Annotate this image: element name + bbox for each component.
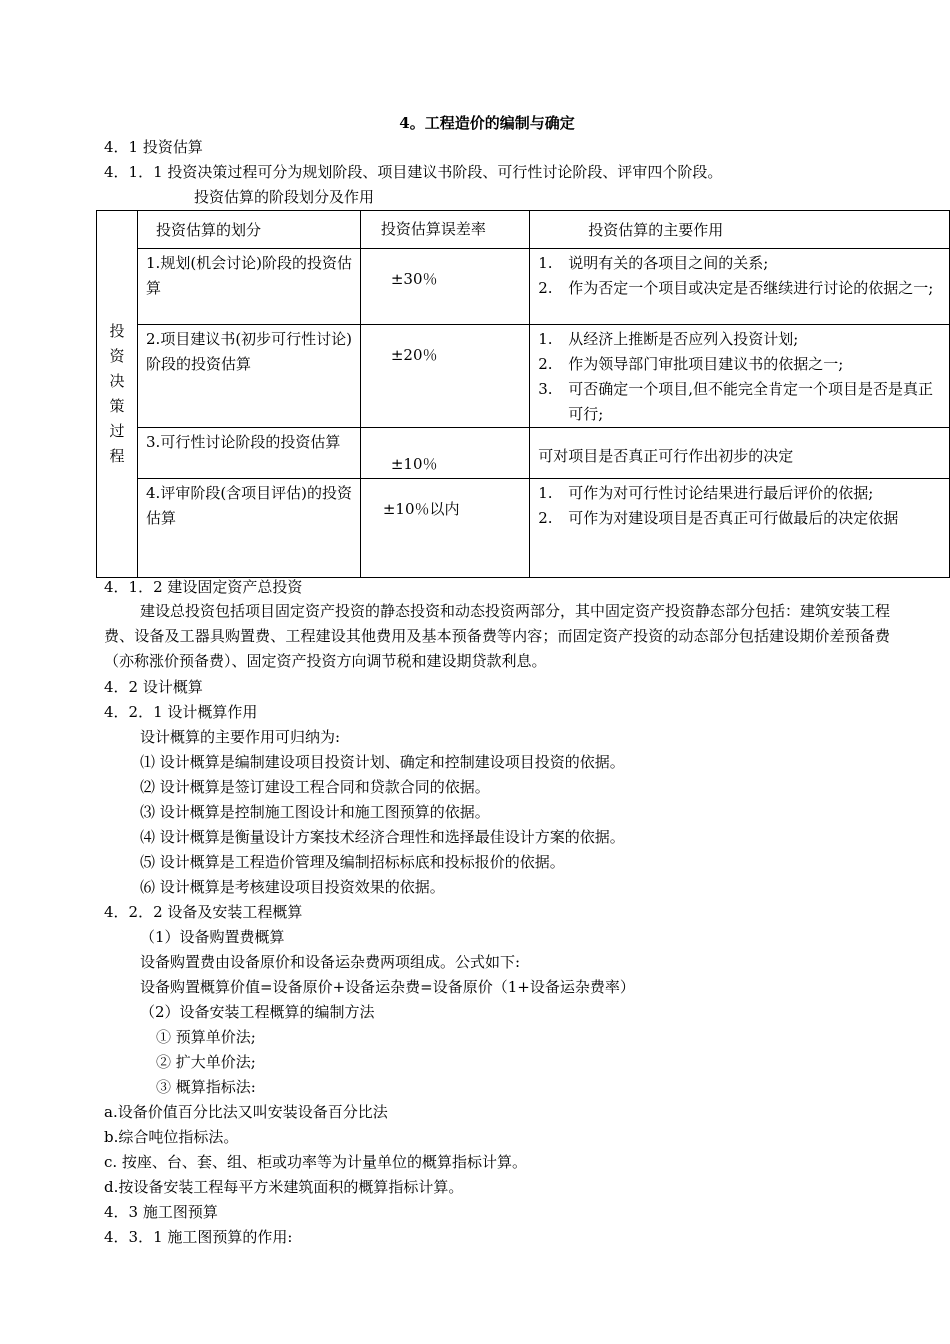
list-item <box>538 506 943 531</box>
rate-value: ±10％以内 <box>382 500 460 518</box>
subheading-1: （1）设备购置费概算 <box>140 928 285 946</box>
list-item: d.按设备安装工程每平方米建筑面积的概算指标计算。 <box>104 1178 464 1196</box>
uses-cell: 可对项目是否真正可行作出初步的决定 <box>530 428 950 479</box>
item-number: 1. <box>538 484 553 502</box>
list-item: ⑵ 设计概算是签订建设工程合同和贷款合同的依据。 <box>140 778 490 796</box>
table-header-row <box>97 211 950 249</box>
list-item: ③ 概算指标法: <box>156 1078 256 1096</box>
stage-cell: 4.评审阶段(含项目评估)的投资估算 <box>138 479 361 578</box>
list-item <box>538 276 943 301</box>
item-text: 可否确定一个项目,但不能完全肯定一个项目是否是真正可行; <box>568 380 934 423</box>
side-label-char: 决 <box>109 372 125 390</box>
uses-list <box>538 327 943 427</box>
heading-4-1-1: 4．1．1 投资决策过程可分为规划阶段、项目建议书阶段、可行性讨论阶段、评审四个阶段。 <box>104 163 723 181</box>
list-item <box>538 377 943 427</box>
table-row <box>97 479 950 578</box>
side-label-char: 程 <box>109 447 125 465</box>
stage-cell: 2.项目建议书(初步可行性讨论)阶段的投资估算 <box>138 325 361 428</box>
side-label-char: 策 <box>109 397 125 415</box>
list-item: b.综合吨位指标法。 <box>104 1128 239 1146</box>
header-rate: 投资估算误差率 <box>360 211 529 249</box>
list-item <box>538 327 943 352</box>
side-label-char: 资 <box>109 347 125 365</box>
header-stage: 投资估算的划分 <box>138 211 361 249</box>
stage-cell: 1.规划(机会讨论)阶段的投资估算 <box>138 249 361 325</box>
item-text: 可作为对可行性讨论结果进行最后评价的依据; <box>568 484 874 502</box>
side-label-cell <box>97 211 138 578</box>
rate-cell <box>360 428 529 479</box>
heading-4-2-2: 4．2．2 设备及安装工程概算 <box>104 903 303 921</box>
rate-cell <box>360 249 529 325</box>
rate-value: ±30％ <box>390 270 438 288</box>
list-item: ⑹ 设计概算是考核建设项目投资效果的依据。 <box>140 878 445 896</box>
uses-list <box>538 251 943 301</box>
side-label-char: 过 <box>109 422 125 440</box>
heading-4-1-2: 4．1．2 建设固定资产总投资 <box>104 578 303 596</box>
uses-cell <box>530 479 950 578</box>
rate-cell <box>360 479 529 578</box>
list-item: ② 扩大单价法; <box>156 1053 256 1071</box>
subheading-2: （2）设备安装工程概算的编制方法 <box>140 1003 375 1021</box>
rate-cell <box>360 325 529 428</box>
heading-4-1: 4．1 投资估算 <box>104 138 203 156</box>
list-item: ⑶ 设计概算是控制施工图设计和施工图预算的依据。 <box>140 803 490 821</box>
item-number: 2. <box>538 279 553 297</box>
item-number: 3. <box>538 380 553 398</box>
list-item <box>538 481 943 506</box>
list-item: ⑴ 设计概算是编制建设项目投资计划、确定和控制建设项目投资的依据。 <box>140 753 625 771</box>
paragraph-total-investment: 建设总投资包括项目固定资产投资的静态投资和动态投资两部分，其中固定资产投资静态部分包括：建筑安装工程费、设备及工器具购置费、工程建设其他费用及基本预备费等内容；而固定资产投资的动态部分包括建设期价差预备费（亦称涨价预备费）、固定资产投资方向调节税和建设期贷款利息。 <box>104 602 891 670</box>
document-title: 4。工程造价的编制与确定 <box>399 114 575 132</box>
item-text: 作为否定一个项目或决定是否继续进行讨论的依据之一; <box>568 279 934 297</box>
uses-cell <box>530 325 950 428</box>
list-item: a.设备价值百分比法又叫安装设备百分比法 <box>104 1103 388 1121</box>
rate-value: ±20％ <box>390 346 438 364</box>
item-text: 作为领导部门审批项目建议书的依据之一; <box>568 355 844 373</box>
heading-4-2: 4．2 设计概算 <box>104 678 203 696</box>
item-text: 可作为对建设项目是否真正可行做最后的决定依据 <box>568 509 899 527</box>
list-item <box>538 251 943 276</box>
heading-4-3: 4．3 施工图预算 <box>104 1203 218 1221</box>
stage-cell: 3.可行性讨论阶段的投资估算 <box>138 428 361 479</box>
list-item: ⑷ 设计概算是衡量设计方案技术经济合理性和选择最佳设计方案的依据。 <box>140 828 625 846</box>
list-item: c. 按座、台、套、组、柜或功率等为计量单位的概算指标计算。 <box>104 1153 527 1171</box>
table-row <box>97 249 950 325</box>
table-caption: 投资估算的阶段划分及作用 <box>194 188 375 206</box>
formula-text: 设备购置概算价值=设备原价+设备运杂费=设备原价（1+设备运杂费率） <box>140 978 635 996</box>
list-item <box>538 352 943 377</box>
item-text: 从经济上推断是否应列入投资计划; <box>568 330 799 348</box>
body-text: 设备购置费由设备原价和设备运杂费两项组成。公式如下: <box>140 953 521 971</box>
item-number: 2. <box>538 509 553 527</box>
rate-value: ±10％ <box>390 455 438 473</box>
heading-4-2-1: 4．2．1 设计概算作用 <box>104 703 258 721</box>
item-number: 1. <box>538 330 553 348</box>
item-number: 1. <box>538 254 553 272</box>
table-row <box>97 428 950 479</box>
item-text: 说明有关的各项目之间的关系; <box>568 254 769 272</box>
investment-estimate-table <box>96 210 950 578</box>
uses-list <box>538 481 943 531</box>
header-uses: 投资估算的主要作用 <box>530 211 950 249</box>
item-number: 2. <box>538 355 553 373</box>
uses-cell <box>530 249 950 325</box>
intro-text: 设计概算的主要作用可归纳为: <box>140 728 341 746</box>
list-item: ⑸ 设计概算是工程造价管理及编制招标标底和投标报价的依据。 <box>140 853 565 871</box>
heading-4-3-1: 4．3．1 施工图预算的作用: <box>104 1228 293 1246</box>
table-row <box>97 325 950 428</box>
side-label-char: 投 <box>109 322 125 340</box>
list-item: ① 预算单价法; <box>156 1028 256 1046</box>
